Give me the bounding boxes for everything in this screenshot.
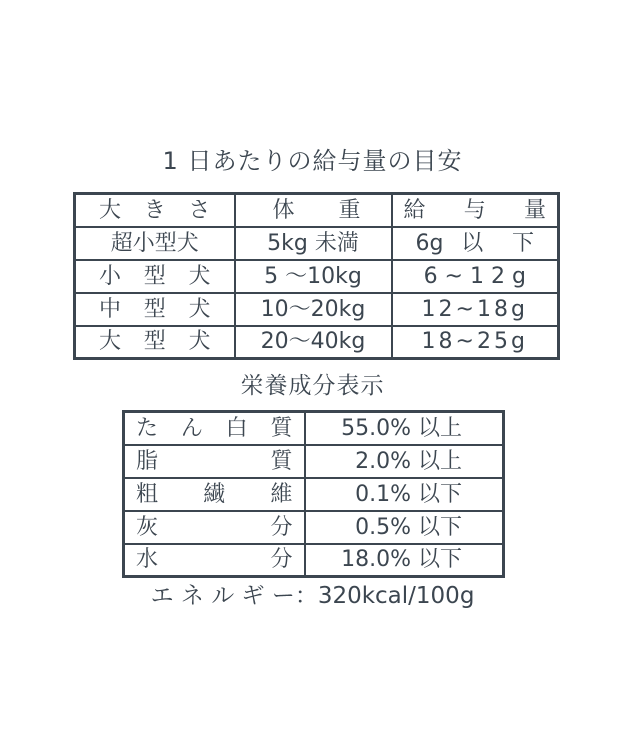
weight-cell: 5 〜10kg xyxy=(235,260,392,293)
dog-size-cell: 小 型 犬 xyxy=(75,260,235,293)
nutrient-value-cell: 55.0% 以上 xyxy=(305,412,504,445)
feeding-header-row xyxy=(75,194,559,227)
weight-cell: 20〜40kg xyxy=(235,326,392,359)
amount-column-header: 給 与 量 xyxy=(392,194,559,227)
feeding-row-small-dog xyxy=(75,260,559,293)
amount-cell: 12~18g xyxy=(392,293,559,326)
feeding-row-ultra-small-dog xyxy=(75,227,559,260)
nutrient-label-cell: 水 分 xyxy=(124,544,305,577)
nutrient-label-cell: 脂 質 xyxy=(124,445,305,478)
feeding-guide-title: 1 日あたりの給与量の目安 xyxy=(162,147,463,175)
feeding-row-large-dog xyxy=(75,326,559,359)
nutrition-row-moisture xyxy=(124,544,504,577)
dog-size-cell: 大 型 犬 xyxy=(75,326,235,359)
nutrient-value-cell: 18.0% 以下 xyxy=(305,544,504,577)
energy-line: エ ネ ル ギ ー：320kcal/100g xyxy=(150,583,475,609)
dog-size-cell: 中 型 犬 xyxy=(75,293,235,326)
nutrition-row-fat xyxy=(124,445,504,478)
feeding-row-medium-dog xyxy=(75,293,559,326)
weight-column-header: 体 重 xyxy=(235,194,392,227)
amount-cell: 6 ~ 1 2 g xyxy=(392,260,559,293)
nutrition-row-fiber xyxy=(124,478,504,511)
feeding-guide-table xyxy=(73,192,560,360)
nutrient-label-cell: た ん 白 質 xyxy=(124,412,305,445)
nutrition-row-ash xyxy=(124,511,504,544)
weight-cell: 10〜20kg xyxy=(235,293,392,326)
nutrient-value-cell: 2.0% 以上 xyxy=(305,445,504,478)
nutrient-label-cell: 粗 繊 維 xyxy=(124,478,305,511)
size-column-header: 大 き さ xyxy=(75,194,235,227)
nutrient-value-cell: 0.1% 以下 xyxy=(305,478,504,511)
nutrition-row-protein xyxy=(124,412,504,445)
nutrition-table xyxy=(122,410,505,578)
amount-cell: 6g 以 下 xyxy=(392,227,559,260)
dog-size-cell: 超小型犬 xyxy=(75,227,235,260)
weight-cell: 5kg 未満 xyxy=(235,227,392,260)
nutrient-label-cell: 灰 分 xyxy=(124,511,305,544)
nutrient-value-cell: 0.5% 以下 xyxy=(305,511,504,544)
amount-cell: 18~25g xyxy=(392,326,559,359)
nutrition-title: 栄養成分表示 xyxy=(240,373,385,399)
